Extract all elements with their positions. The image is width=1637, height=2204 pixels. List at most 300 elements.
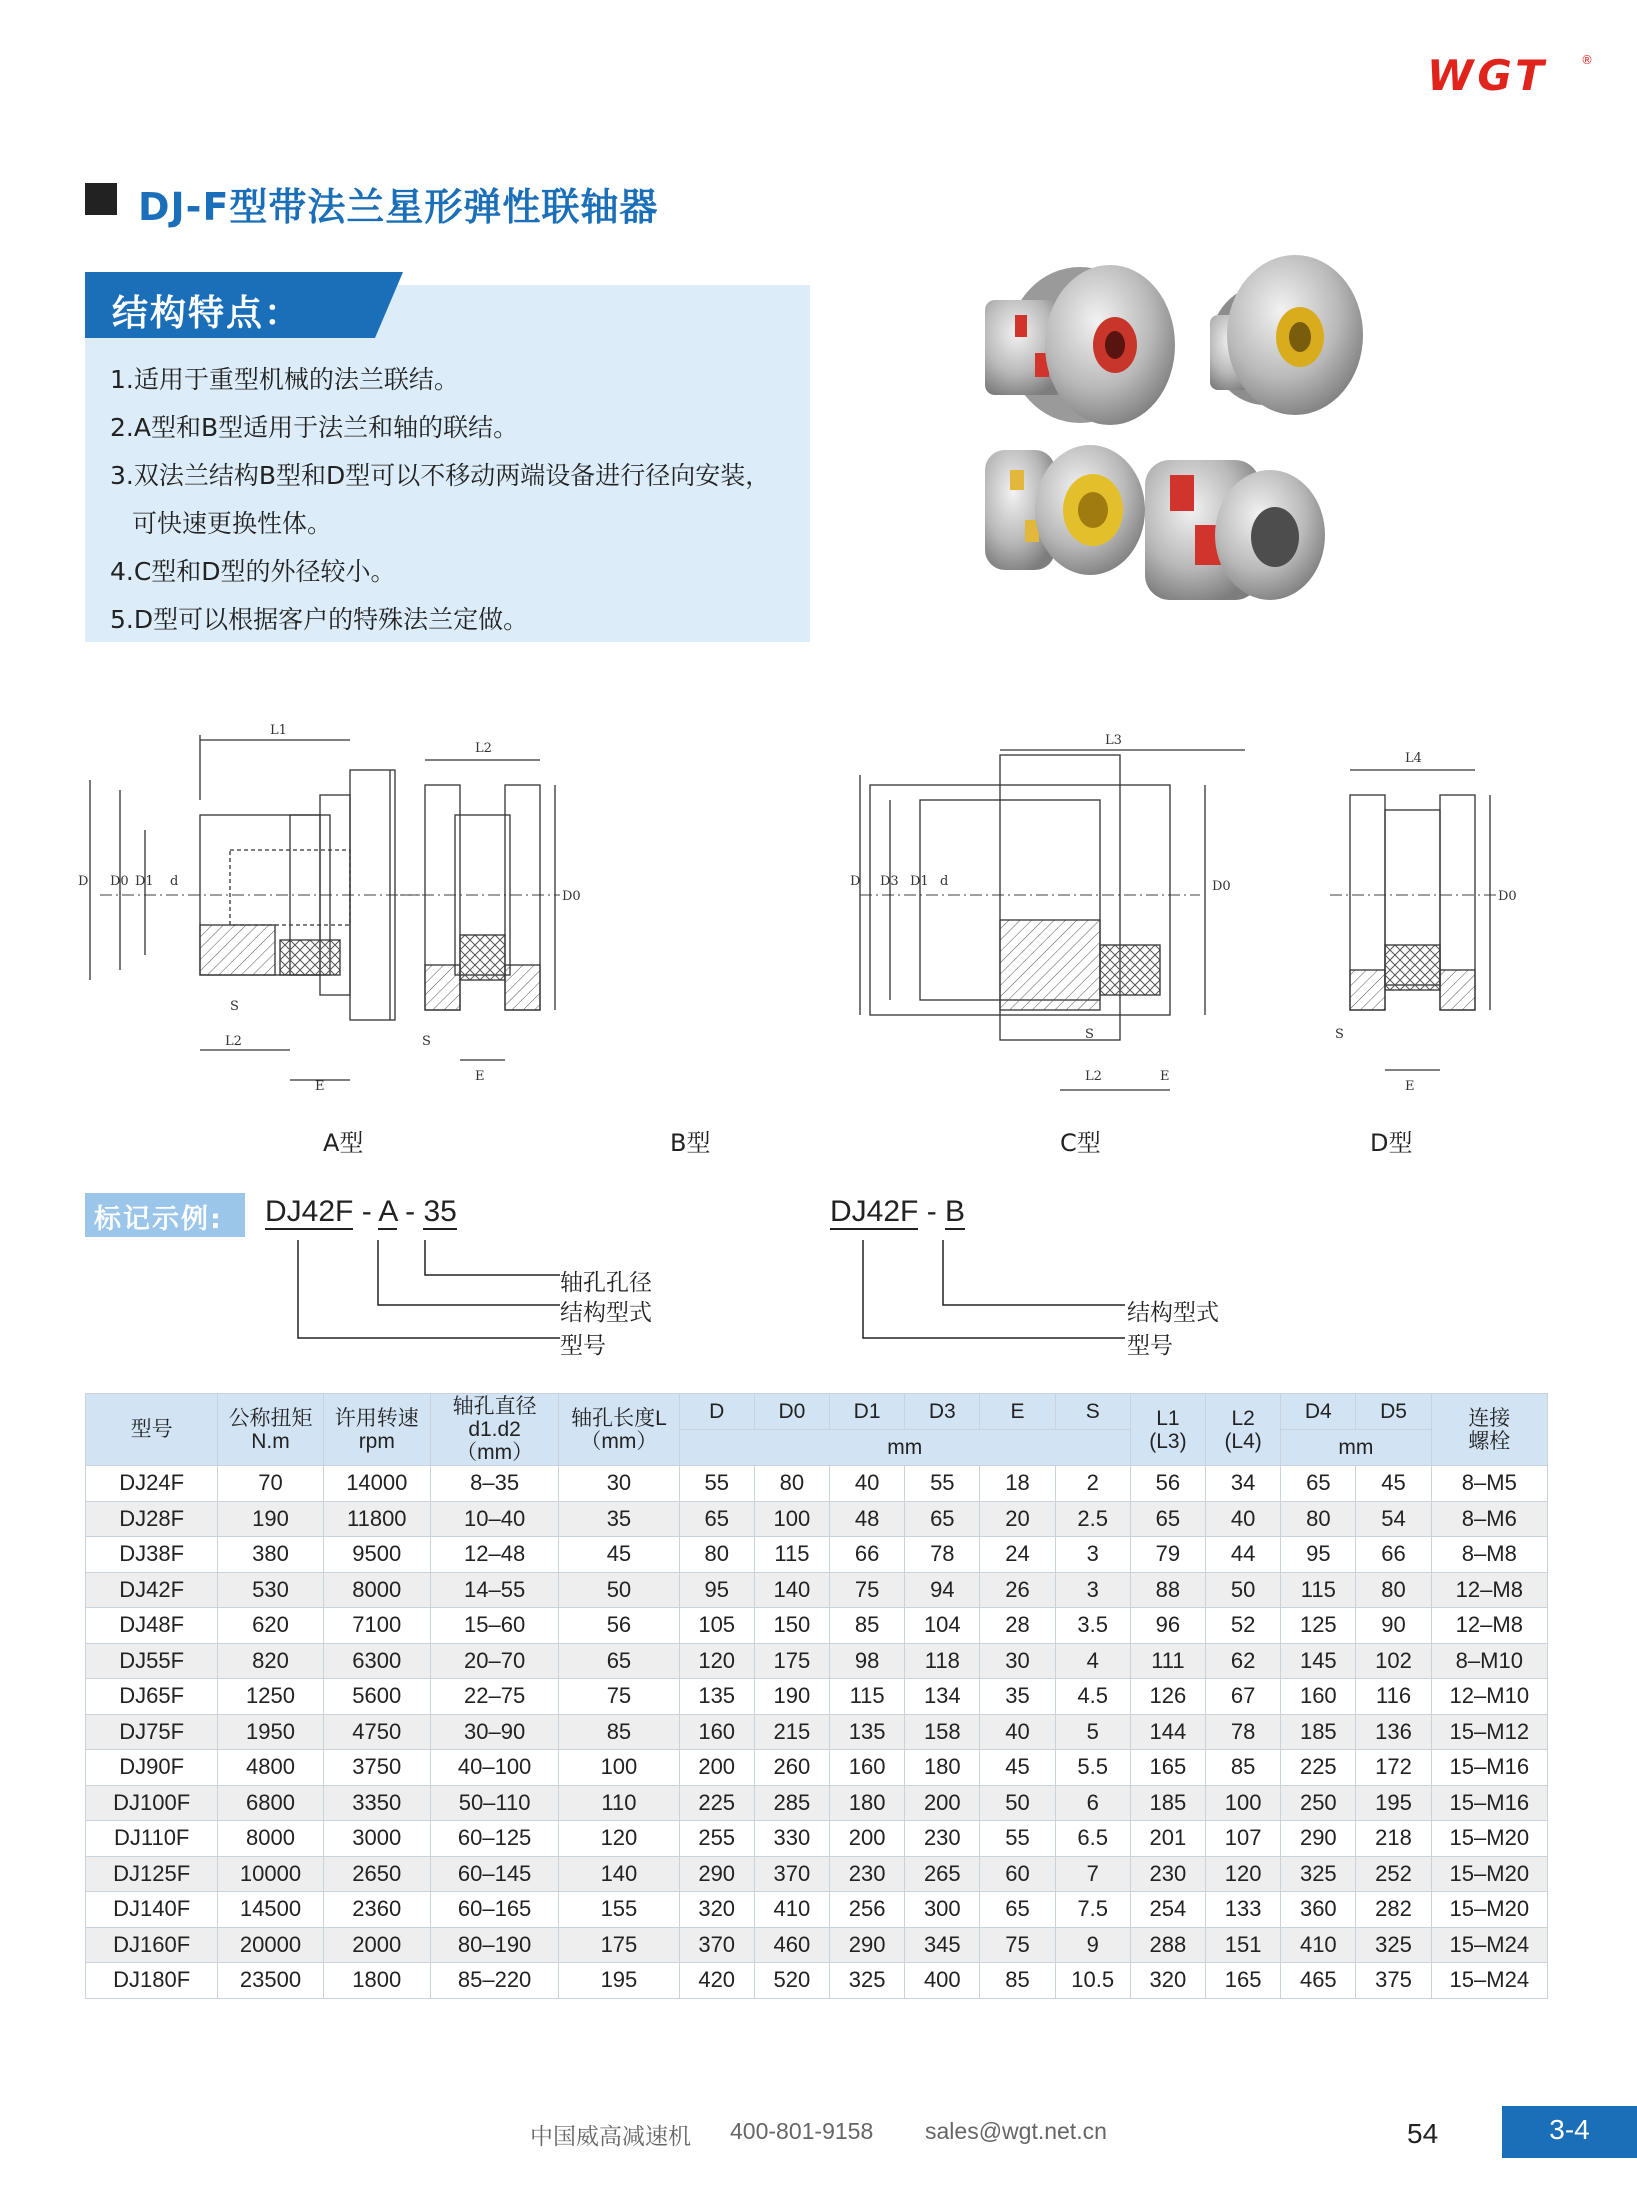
table-cell: DJ140F	[86, 1892, 218, 1928]
table-cell: 285	[754, 1785, 829, 1821]
table-row	[86, 1572, 1548, 1608]
table-row	[86, 1856, 1548, 1892]
table-cell: 3000	[323, 1821, 430, 1857]
table-cell: 116	[1356, 1679, 1431, 1715]
table-cell: 460	[754, 1927, 829, 1963]
table-cell: 145	[1281, 1643, 1356, 1679]
marking-annotation: 型号	[1127, 1333, 1173, 1359]
table-cell: 85	[559, 1714, 679, 1750]
table-cell: 80	[1356, 1572, 1431, 1608]
code-model: DJ42F	[265, 1195, 354, 1228]
dim-label: L2	[225, 1034, 242, 1049]
table-cell: 15–M24	[1431, 1963, 1547, 1999]
table-cell: 12–M8	[1431, 1608, 1547, 1644]
table-cell: 65	[980, 1892, 1055, 1928]
table-cell: 150	[754, 1608, 829, 1644]
table-cell: 75	[559, 1679, 679, 1715]
table-cell: 15–M20	[1431, 1856, 1547, 1892]
table-cell: 118	[905, 1643, 980, 1679]
code-sep: -	[361, 1195, 372, 1228]
table-cell: 3	[1055, 1537, 1130, 1573]
table-cell: DJ65F	[86, 1679, 218, 1715]
table-cell: 2000	[323, 1927, 430, 1963]
table-cell: 200	[905, 1785, 980, 1821]
table-cell: 172	[1356, 1750, 1431, 1786]
table-cell: 370	[754, 1856, 829, 1892]
table-cell: 465	[1281, 1963, 1356, 1999]
table-cell: 185	[1281, 1714, 1356, 1750]
table-cell: 290	[679, 1856, 754, 1892]
th-D5: D5	[1356, 1394, 1431, 1430]
table-cell: 20–70	[430, 1643, 558, 1679]
table-cell: 96	[1130, 1608, 1205, 1644]
table-cell: 190	[218, 1501, 323, 1537]
table-cell: 40	[830, 1466, 905, 1502]
th-speed: 许用转速 rpm	[323, 1394, 430, 1466]
table-row	[86, 1466, 1548, 1502]
table-cell: 620	[218, 1608, 323, 1644]
table-cell: 9500	[323, 1537, 430, 1573]
table-row	[86, 1963, 1548, 1999]
code-type: B	[945, 1195, 966, 1228]
table-cell: 60–165	[430, 1892, 558, 1928]
table-cell: 380	[218, 1537, 323, 1573]
type-diagrams	[78, 720, 1560, 1140]
dim-label: D0	[1498, 889, 1517, 904]
features-heading: 结构特点：	[112, 293, 303, 334]
table-cell: 9	[1055, 1927, 1130, 1963]
coupling-photo-4	[1145, 460, 1325, 600]
th-torque: 公称扭矩 N.m	[218, 1394, 323, 1466]
table-cell: 85	[1206, 1750, 1281, 1786]
table-cell: 14–55	[430, 1572, 558, 1608]
table-cell: 78	[1206, 1714, 1281, 1750]
table-cell: 133	[1206, 1892, 1281, 1928]
table-cell: 50	[1206, 1572, 1281, 1608]
diagram-label-c: C型	[1060, 1129, 1101, 1157]
table-cell: 67	[1206, 1679, 1281, 1715]
table-cell: 66	[830, 1537, 905, 1573]
table-cell: 4	[1055, 1643, 1130, 1679]
table-cell: 8000	[323, 1572, 430, 1608]
th-D1: D1	[830, 1394, 905, 1430]
table-cell: 265	[905, 1856, 980, 1892]
table-cell: 65	[1281, 1466, 1356, 1502]
table-cell: 40	[1206, 1501, 1281, 1537]
th-bore: 轴孔直径 d1.d2 （mm）	[430, 1394, 558, 1466]
table-cell: DJ75F	[86, 1714, 218, 1750]
table-cell: 50	[980, 1785, 1055, 1821]
table-cell: 230	[1130, 1856, 1205, 1892]
table-cell: 135	[830, 1714, 905, 1750]
table-cell: 6.5	[1055, 1821, 1130, 1857]
table-cell: 40–100	[430, 1750, 558, 1786]
table-cell: 6800	[218, 1785, 323, 1821]
table-cell: 360	[1281, 1892, 1356, 1928]
table-cell: 250	[1281, 1785, 1356, 1821]
table-cell: 15–M20	[1431, 1821, 1547, 1857]
dim-label: L3	[1105, 733, 1122, 748]
table-cell: 255	[679, 1821, 754, 1857]
table-cell: 330	[754, 1821, 829, 1857]
table-row	[86, 1821, 1548, 1857]
dim-label: D1	[135, 874, 154, 889]
diagram-label-b: B型	[670, 1129, 711, 1157]
table-cell: DJ90F	[86, 1750, 218, 1786]
table-cell: DJ100F	[86, 1785, 218, 1821]
table-cell: 3350	[323, 1785, 430, 1821]
table-cell: 35	[559, 1501, 679, 1537]
table-cell: 34	[1206, 1466, 1281, 1502]
table-cell: 370	[679, 1927, 754, 1963]
dim-label: D1	[910, 874, 929, 889]
table-row	[86, 1501, 1548, 1537]
code-sep: -	[926, 1195, 937, 1228]
table-cell: 45	[559, 1537, 679, 1573]
th-D4: D4	[1281, 1394, 1356, 1430]
table-cell: 165	[1130, 1750, 1205, 1786]
marking-annotation: 型号	[560, 1333, 606, 1359]
table-cell: 218	[1356, 1821, 1431, 1857]
marking-annotation: 轴孔孔径	[560, 1270, 652, 1296]
table-cell: 151	[1206, 1927, 1281, 1963]
table-cell: 94	[905, 1572, 980, 1608]
table-cell: 44	[1206, 1537, 1281, 1573]
table-cell: 190	[754, 1679, 829, 1715]
dim-label: S	[422, 1034, 431, 1049]
code-bore: 35	[423, 1195, 457, 1228]
table-cell: 160	[679, 1714, 754, 1750]
table-cell: 55	[679, 1466, 754, 1502]
table-cell: 254	[1130, 1892, 1205, 1928]
table-cell: 20000	[218, 1927, 323, 1963]
table-cell: 230	[830, 1856, 905, 1892]
table-cell: 290	[830, 1927, 905, 1963]
table-cell: 95	[1281, 1537, 1356, 1573]
table-cell: 195	[1356, 1785, 1431, 1821]
marking-leader-lines-1	[290, 1240, 570, 1355]
marking-annotation: 结构型式	[1127, 1300, 1219, 1326]
table-cell: 80	[679, 1537, 754, 1573]
table-cell: 125	[1281, 1608, 1356, 1644]
table-cell: 120	[679, 1643, 754, 1679]
table-cell: 175	[559, 1927, 679, 1963]
dim-label: D	[78, 874, 89, 889]
th-length: 轴孔长度L （mm）	[559, 1394, 679, 1466]
table-cell: 325	[1356, 1927, 1431, 1963]
coupling-photo-1	[985, 265, 1175, 425]
table-cell: 5.5	[1055, 1750, 1130, 1786]
feature-item: 4.C型和D型的外径较小。	[110, 557, 396, 586]
table-cell: 400	[905, 1963, 980, 1999]
dim-label: E	[315, 1079, 325, 1094]
table-cell: 60	[980, 1856, 1055, 1892]
dim-label: L2	[475, 741, 492, 756]
diagram-type-b	[400, 741, 581, 1084]
marking-example-1	[265, 1195, 457, 1229]
dim-label: D0	[1212, 879, 1231, 894]
table-cell: 104	[905, 1608, 980, 1644]
table-cell: 15–M16	[1431, 1785, 1547, 1821]
table-cell: 56	[1130, 1466, 1205, 1502]
table-cell: 290	[1281, 1821, 1356, 1857]
table-cell: 90	[1356, 1608, 1431, 1644]
table-cell: 175	[754, 1643, 829, 1679]
table-cell: 88	[1130, 1572, 1205, 1608]
table-cell: 8–35	[430, 1466, 558, 1502]
code-sep: -	[405, 1195, 416, 1228]
table-cell: 75	[830, 1572, 905, 1608]
footer-company: 中国威高减速机	[530, 2123, 691, 2149]
table-cell: 115	[754, 1537, 829, 1573]
product-photo	[985, 245, 1465, 630]
table-cell: 66	[1356, 1537, 1431, 1573]
th-unit-mm: mm	[679, 1430, 1130, 1466]
table-cell: 282	[1356, 1892, 1431, 1928]
dim-label: L2	[1085, 1069, 1102, 1084]
table-cell: 45	[1356, 1466, 1431, 1502]
dim-label: d	[170, 874, 179, 889]
table-cell: 185	[1130, 1785, 1205, 1821]
table-cell: 48	[830, 1501, 905, 1537]
table-cell: 107	[1206, 1821, 1281, 1857]
table-cell: 35	[980, 1679, 1055, 1715]
table-cell: 20	[980, 1501, 1055, 1537]
table-cell: 8–M10	[1431, 1643, 1547, 1679]
dim-label: S	[230, 999, 239, 1014]
table-cell: 325	[830, 1963, 905, 1999]
table-cell: 160	[1281, 1679, 1356, 1715]
table-cell: 320	[679, 1892, 754, 1928]
table-cell: 134	[905, 1679, 980, 1715]
table-cell: 136	[1356, 1714, 1431, 1750]
table-row	[86, 1537, 1548, 1573]
table-cell: 4.5	[1055, 1679, 1130, 1715]
table-cell: 12–M8	[1431, 1572, 1547, 1608]
table-cell: 10000	[218, 1856, 323, 1892]
table-cell: 144	[1130, 1714, 1205, 1750]
table-cell: 85	[980, 1963, 1055, 1999]
table-cell: 120	[559, 1821, 679, 1857]
table-cell: 1250	[218, 1679, 323, 1715]
table-cell: 420	[679, 1963, 754, 1999]
table-cell: 110	[559, 1785, 679, 1821]
table-cell: DJ28F	[86, 1501, 218, 1537]
table-cell: 28	[980, 1608, 1055, 1644]
code-type: A	[378, 1195, 397, 1228]
table-cell: 7.5	[1055, 1892, 1130, 1928]
table-cell: 200	[830, 1821, 905, 1857]
table-cell: 3	[1055, 1572, 1130, 1608]
table-cell: 180	[905, 1750, 980, 1786]
table-cell: 30	[980, 1643, 1055, 1679]
marking-title: 标记示例:	[94, 1204, 223, 1235]
dim-label: E	[475, 1069, 485, 1084]
table-cell: 10.5	[1055, 1963, 1130, 1999]
page-number: 54	[1407, 2118, 1439, 2149]
dim-label: d	[940, 874, 949, 889]
th-L1: L1 (L3)	[1130, 1394, 1205, 1466]
table-cell: 8000	[218, 1821, 323, 1857]
title-marker	[85, 183, 117, 215]
table-cell: 252	[1356, 1856, 1431, 1892]
table-cell: 24	[980, 1537, 1055, 1573]
table-row	[86, 1643, 1548, 1679]
table-cell: 62	[1206, 1643, 1281, 1679]
table-cell: 80	[1281, 1501, 1356, 1537]
table-cell: 3750	[323, 1750, 430, 1786]
table-cell: 105	[679, 1608, 754, 1644]
marking-annotation: 结构型式	[560, 1300, 652, 1326]
table-cell: 85	[830, 1608, 905, 1644]
table-cell: 5	[1055, 1714, 1130, 1750]
diagram-type-a	[78, 723, 420, 1094]
table-cell: 140	[559, 1856, 679, 1892]
logo-text: WGT	[1427, 51, 1548, 100]
table-row	[86, 1679, 1548, 1715]
table-cell: 160	[830, 1750, 905, 1786]
table-cell: 52	[1206, 1608, 1281, 1644]
table-cell: 530	[218, 1572, 323, 1608]
table-cell: 30–90	[430, 1714, 558, 1750]
table-cell: DJ24F	[86, 1466, 218, 1502]
table-cell: 100	[559, 1750, 679, 1786]
table-cell: DJ160F	[86, 1927, 218, 1963]
th-L2: L2 (L4)	[1206, 1394, 1281, 1466]
feature-item: 3.双法兰结构B型和D型可以不移动两端设备进行径向安装，	[110, 461, 771, 490]
table-cell: 12–48	[430, 1537, 558, 1573]
feature-item: 可快速更换性体。	[132, 509, 333, 538]
table-cell: 3.5	[1055, 1608, 1130, 1644]
table-cell: 7100	[323, 1608, 430, 1644]
dim-label: S	[1085, 1027, 1094, 1042]
section-number: 3-4	[1549, 2114, 1590, 2145]
table-cell: 260	[754, 1750, 829, 1786]
table-cell: DJ125F	[86, 1856, 218, 1892]
th-D: D	[679, 1394, 754, 1430]
table-cell: 18	[980, 1466, 1055, 1502]
table-cell: 2650	[323, 1856, 430, 1892]
table-cell: 22–75	[430, 1679, 558, 1715]
table-cell: 140	[754, 1572, 829, 1608]
table-cell: 230	[905, 1821, 980, 1857]
feature-item: 5.D型可以根据客户的特殊法兰定做。	[110, 605, 529, 634]
table-cell: 200	[679, 1750, 754, 1786]
table-cell: 165	[1206, 1963, 1281, 1999]
table-cell: 60–145	[430, 1856, 558, 1892]
table-cell: 10–40	[430, 1501, 558, 1537]
table-cell: 40	[980, 1714, 1055, 1750]
table-cell: 56	[559, 1608, 679, 1644]
table-cell: 158	[905, 1714, 980, 1750]
table-cell: 60–125	[430, 1821, 558, 1857]
table-cell: 75	[980, 1927, 1055, 1963]
th-D3: D3	[905, 1394, 980, 1430]
table-cell: 100	[754, 1501, 829, 1537]
table-cell: 126	[1130, 1679, 1205, 1715]
table-cell: 14500	[218, 1892, 323, 1928]
dim-label: D	[850, 874, 861, 889]
dim-label: D0	[562, 889, 581, 904]
th-D0: D0	[754, 1394, 829, 1430]
table-cell: 115	[830, 1679, 905, 1715]
dim-label: S	[1335, 1027, 1344, 1042]
dim-label: E	[1160, 1069, 1170, 1084]
table-cell: 300	[905, 1892, 980, 1928]
table-cell: 288	[1130, 1927, 1205, 1963]
table-cell: 50–110	[430, 1785, 558, 1821]
table-cell: 180	[830, 1785, 905, 1821]
table-cell: DJ180F	[86, 1963, 218, 1999]
table-cell: 55	[905, 1466, 980, 1502]
table-cell: 70	[218, 1466, 323, 1502]
table-cell: 23500	[218, 1963, 323, 1999]
table-cell: 12–M10	[1431, 1679, 1547, 1715]
table-cell: 410	[1281, 1927, 1356, 1963]
table-cell: 102	[1356, 1643, 1431, 1679]
marking-leader-lines-2	[855, 1240, 1135, 1355]
table-cell: 8–M6	[1431, 1501, 1547, 1537]
th-unit-mm: mm	[1281, 1430, 1431, 1466]
table-cell: 8–M5	[1431, 1466, 1547, 1502]
table-cell: DJ110F	[86, 1821, 218, 1857]
table-row	[86, 1750, 1548, 1786]
table-cell: 80–190	[430, 1927, 558, 1963]
table-header-row	[86, 1394, 1548, 1430]
table-cell: 6	[1055, 1785, 1130, 1821]
table-cell: 11800	[323, 1501, 430, 1537]
table-cell: 15–60	[430, 1608, 558, 1644]
feature-item: 2.A型和B型适用于法兰和轴的联结。	[110, 413, 519, 442]
coupling-photo-3	[985, 445, 1145, 575]
table-row	[86, 1608, 1548, 1644]
table-cell: 14000	[323, 1466, 430, 1502]
table-cell: 111	[1130, 1643, 1205, 1679]
th-bolt: 连接 螺栓	[1431, 1394, 1547, 1466]
table-cell: 78	[905, 1537, 980, 1573]
table-cell: 98	[830, 1643, 905, 1679]
table-row	[86, 1785, 1548, 1821]
table-cell: 2.5	[1055, 1501, 1130, 1537]
page-title: DJ-F型带法兰星形弹性联轴器	[138, 185, 659, 229]
diagram-label-d: D型	[1370, 1129, 1413, 1157]
table-cell: 325	[1281, 1856, 1356, 1892]
table-cell: DJ38F	[86, 1537, 218, 1573]
table-cell: 2360	[323, 1892, 430, 1928]
table-cell: 55	[980, 1821, 1055, 1857]
table-cell: 6300	[323, 1643, 430, 1679]
table-cell: 155	[559, 1892, 679, 1928]
table-cell: 4750	[323, 1714, 430, 1750]
table-cell: 65	[905, 1501, 980, 1537]
table-row	[86, 1927, 1548, 1963]
table-cell: 320	[1130, 1963, 1205, 1999]
footer-email: sales@wgt.net.cn	[925, 2118, 1107, 2144]
table-cell: 50	[559, 1572, 679, 1608]
table-cell: 1950	[218, 1714, 323, 1750]
table-cell: 85–220	[430, 1963, 558, 1999]
table-cell: 5600	[323, 1679, 430, 1715]
table-cell: 225	[679, 1785, 754, 1821]
table-cell: 820	[218, 1643, 323, 1679]
table-cell: 65	[559, 1643, 679, 1679]
table-cell: 256	[830, 1892, 905, 1928]
table-cell: 65	[1130, 1501, 1205, 1537]
th-E: E	[980, 1394, 1055, 1430]
table-cell: 7	[1055, 1856, 1130, 1892]
table-cell: 135	[679, 1679, 754, 1715]
table-cell: DJ55F	[86, 1643, 218, 1679]
